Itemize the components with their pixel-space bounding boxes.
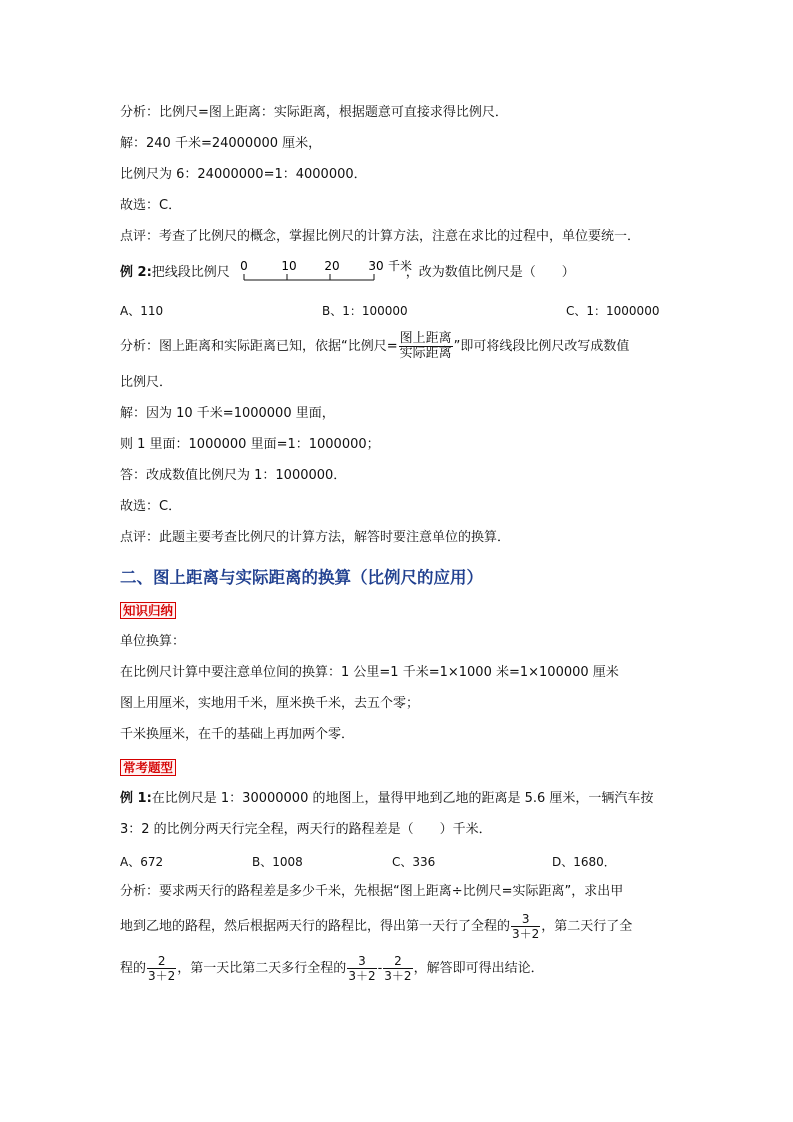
example-1-analysis: 分析：要求两天行的路程差是多少千米，先根据“图上距离÷比例尺=实际距离”，求出甲 xyxy=(120,884,624,899)
solution-line: 解：240 千米=24000000 厘米， xyxy=(120,136,322,151)
minus-sign: - xyxy=(377,961,383,976)
knowledge-line: 在比例尺计算中要注意单位间的换算：1 公里=1 千米=1×1000 米=1×100000 厘米 xyxy=(120,665,619,680)
knowledge-line: 单位换算： xyxy=(120,634,186,649)
line-scale-bar xyxy=(240,258,420,288)
example-2-analysis xyxy=(120,332,629,361)
analysis-text: ，第一天比第二天多行全程的 xyxy=(177,961,347,976)
knowledge-line: 图上用厘米，实地用千米，厘米换千米，去五个零； xyxy=(120,696,420,711)
fraction-denominator: 实际距离 xyxy=(399,346,452,361)
example-2-solution-2: 则 1 里面：1000000 里面=1：1000000； xyxy=(120,437,380,452)
option-d: D、1680． xyxy=(552,855,616,869)
fraction-numerator: 3 xyxy=(347,954,376,969)
example-2-text-before: 把线段比例尺 xyxy=(151,265,230,280)
fraction-3-over-5 xyxy=(511,912,540,941)
analysis-text: 程的 xyxy=(120,961,147,976)
fraction-numerator: 3 xyxy=(511,912,540,927)
example-1-question xyxy=(120,791,653,807)
example-2-comment: 点评：此题主要考查比例尺的计算方法，解答时要注意单位的换算． xyxy=(120,530,511,545)
scale-tick-label: 20 xyxy=(324,259,340,273)
example-1-analysis-end xyxy=(120,954,544,983)
example-2-text-after: ，改为数值比例尺是（ ） xyxy=(405,265,575,280)
question-text: 在比例尺是 1：30000000 的地图上，量得甲地到乙地的距离是 5.6 厘米，一辆汽车按 xyxy=(151,791,654,806)
scale-unit-label: 千米 xyxy=(388,259,413,273)
option-a: A、672 xyxy=(120,855,164,869)
ratio-line: 比例尺为 6：24000000=1：4000000． xyxy=(120,167,367,182)
example-1-question-cont: 3：2 的比例分两天行完全程，两天行的路程差是（ ）千米． xyxy=(120,822,492,837)
example-2-label: 例 2: xyxy=(120,265,152,280)
option-c: C、336 xyxy=(392,855,436,869)
fraction-denominator: 3＋2 xyxy=(348,969,376,983)
analysis-text: ，解答即可得出结论． xyxy=(413,961,544,976)
answer-line: 故选：C． xyxy=(120,198,182,213)
scale-formula-fraction xyxy=(399,332,453,361)
analysis-text: ”即可将线段比例尺改写成数值 xyxy=(453,339,630,354)
fraction-numerator: 2 xyxy=(147,954,176,969)
fraction-denominator: 3＋2 xyxy=(384,969,412,983)
section-heading: 二、图上距离与实际距离的换算（比例尺的应用） xyxy=(120,568,483,587)
example-2-answer: 故选：C． xyxy=(120,499,182,514)
common-questions-tag: 常考题型 xyxy=(120,759,176,776)
analysis-line: 分析：比例尺=图上距离：实际距离，根据题意可直接求得比例尺． xyxy=(120,105,508,120)
analysis-text: 分析：图上距离和实际距离已知，依据“比例尺= xyxy=(120,339,398,354)
fraction-3-over-5 xyxy=(347,954,376,983)
analysis-text: 地到乙地的路程，然后根据两天行的路程比，得出第一天行了全程的 xyxy=(120,919,511,934)
scale-tick-label: 30 xyxy=(368,259,384,273)
example-2-analysis-cont: 比例尺． xyxy=(120,375,173,390)
fraction-denominator: 3＋2 xyxy=(512,927,540,941)
fraction-numerator: 2 xyxy=(383,954,412,969)
example-1-label: 例 1: xyxy=(120,791,152,806)
option-b: B、1：100000 xyxy=(322,304,408,318)
analysis-text: ，第二天行了全 xyxy=(541,919,633,934)
fraction-numerator: 图上距离 xyxy=(399,331,452,346)
comment-line: 点评：考查了比例尺的概念，掌握比例尺的计算方法，注意在求比的过程中，单位要统一． xyxy=(120,229,641,244)
example-1-analysis-cont xyxy=(120,912,632,941)
fraction-2-over-5 xyxy=(147,954,176,983)
option-b: B、1008 xyxy=(252,855,303,869)
option-a: A、110 xyxy=(120,304,164,318)
fraction-2-over-5 xyxy=(383,954,412,983)
example-2-solution-1: 解：因为 10 千米=1000000 里面， xyxy=(120,406,335,421)
example-2-solution-3: 答：改成数值比例尺为 1：1000000． xyxy=(120,468,347,483)
knowledge-summary-tag: 知识归纳 xyxy=(120,602,176,619)
knowledge-line: 千米换厘米，在千的基础上再加两个零． xyxy=(120,727,355,742)
option-c: C、1：1000000 xyxy=(566,304,660,318)
scale-tick-label: 10 xyxy=(281,259,297,273)
scale-tick-label: 0 xyxy=(240,259,248,273)
fraction-denominator: 3＋2 xyxy=(148,969,176,983)
